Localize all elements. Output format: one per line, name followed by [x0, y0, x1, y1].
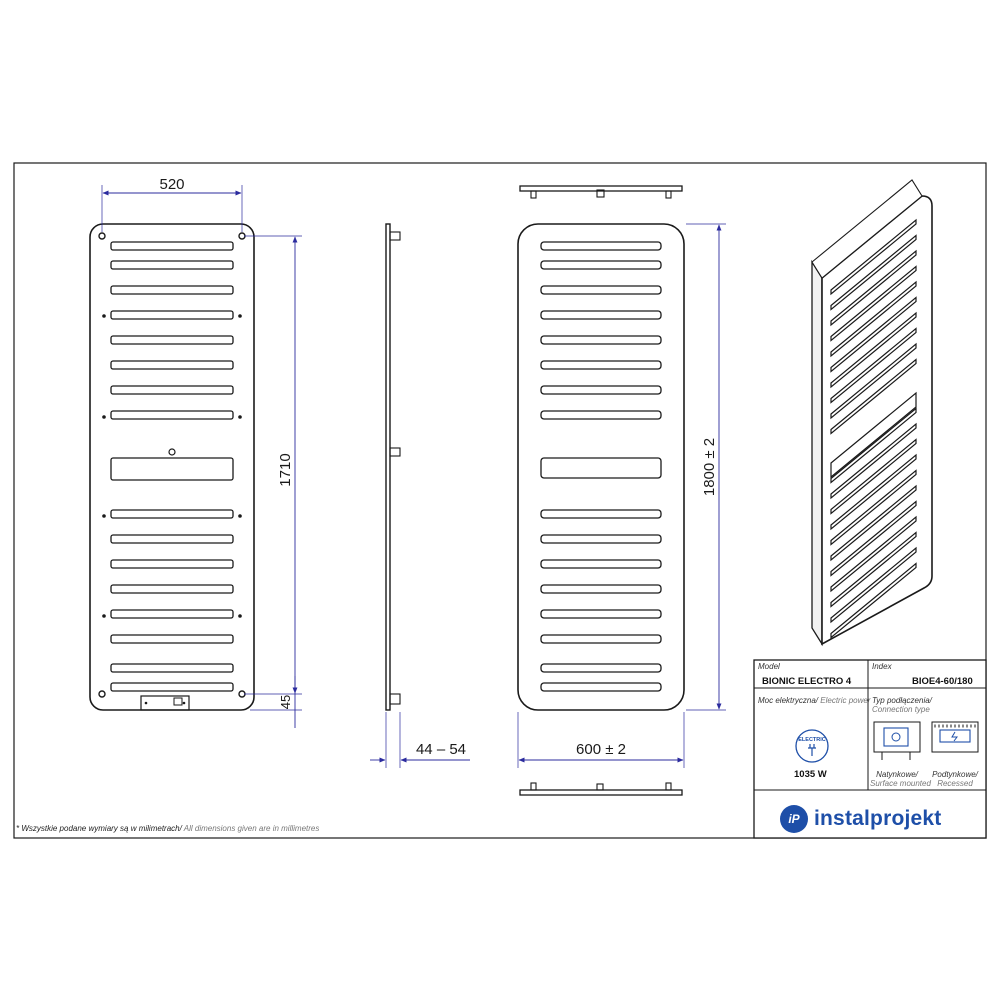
side-bracket — [390, 448, 400, 456]
front-width-label: 520 — [159, 176, 185, 193]
mount-hole — [99, 233, 105, 239]
electric-badge-text: ELECTRIC — [798, 737, 826, 743]
slot — [111, 242, 233, 250]
slot — [111, 585, 233, 593]
front-panel-outline — [90, 224, 254, 710]
center-hole — [169, 449, 175, 455]
front-height-dimension — [244, 236, 302, 728]
slot — [541, 361, 661, 369]
back-height-label: 1800 ± 2 — [701, 437, 718, 497]
back-panel-outline — [518, 224, 684, 710]
front-slots — [111, 242, 233, 691]
slot — [541, 336, 661, 344]
front-bottom-offset-label: 45 — [278, 694, 293, 710]
slot — [111, 535, 233, 543]
slot — [541, 560, 661, 568]
slot — [541, 411, 661, 419]
slot — [541, 635, 661, 643]
slot — [541, 261, 661, 269]
slot — [111, 261, 233, 269]
mount-hole — [99, 691, 105, 697]
slot — [541, 242, 661, 250]
slot — [111, 411, 233, 419]
recessed-label: Podtynkowe/ Recessed — [932, 770, 978, 788]
back-width-label: 600 ± 2 — [576, 741, 626, 758]
surface-mounted-label: Natynkowe/ Surface mounted — [870, 770, 931, 788]
back-bottom-plan — [520, 790, 682, 795]
slot — [541, 610, 661, 618]
slot — [111, 610, 233, 618]
power-value: 1035 W — [794, 769, 827, 780]
side-bracket — [390, 694, 400, 704]
slot — [111, 361, 233, 369]
back-height-dimension — [686, 224, 726, 710]
front-view — [90, 224, 254, 710]
slot — [111, 336, 233, 344]
slot — [111, 510, 233, 518]
brand-mark-icon: iP — [780, 805, 808, 833]
slot — [111, 635, 233, 643]
slot — [541, 386, 661, 394]
brand-logo — [780, 805, 941, 833]
slot — [541, 535, 661, 543]
brand-name: instalprojekt — [814, 807, 942, 830]
slot — [541, 458, 661, 478]
slot — [541, 510, 661, 518]
index-value: BIOE4-60/180 — [912, 676, 973, 687]
perspective-view — [812, 180, 932, 644]
slot — [541, 683, 661, 691]
side-depth-label: 44 – 54 — [415, 741, 467, 758]
back-slots — [541, 242, 661, 691]
side-bracket — [390, 232, 400, 240]
slot — [111, 683, 233, 691]
model-value: BIONIC ELECTRO 4 — [762, 676, 852, 687]
side-view — [370, 224, 470, 768]
slot — [111, 458, 233, 480]
slot — [111, 664, 233, 672]
slot — [541, 585, 661, 593]
connection-label: Typ podłączenia/ Connection type — [872, 696, 932, 714]
back-view — [518, 186, 684, 795]
slot — [111, 311, 233, 319]
side-dots — [102, 314, 242, 618]
slot — [541, 311, 661, 319]
slot — [111, 560, 233, 568]
side-panel — [386, 224, 390, 710]
control-box-socket — [174, 698, 182, 705]
back-width-dimension — [518, 712, 684, 768]
slot — [541, 286, 661, 294]
slot — [111, 386, 233, 394]
dimensions-footnote: * Wszystkie podane wymiary są w milimetrach/ All dimensions given are in millimetres — [16, 824, 320, 833]
slot — [541, 664, 661, 672]
index-label: Index — [872, 662, 892, 671]
power-label: Moc elektryczna/ Electric power — [758, 696, 871, 705]
front-height-label: 1710 — [277, 453, 294, 487]
model-label: Model — [758, 662, 780, 671]
slot — [111, 286, 233, 294]
